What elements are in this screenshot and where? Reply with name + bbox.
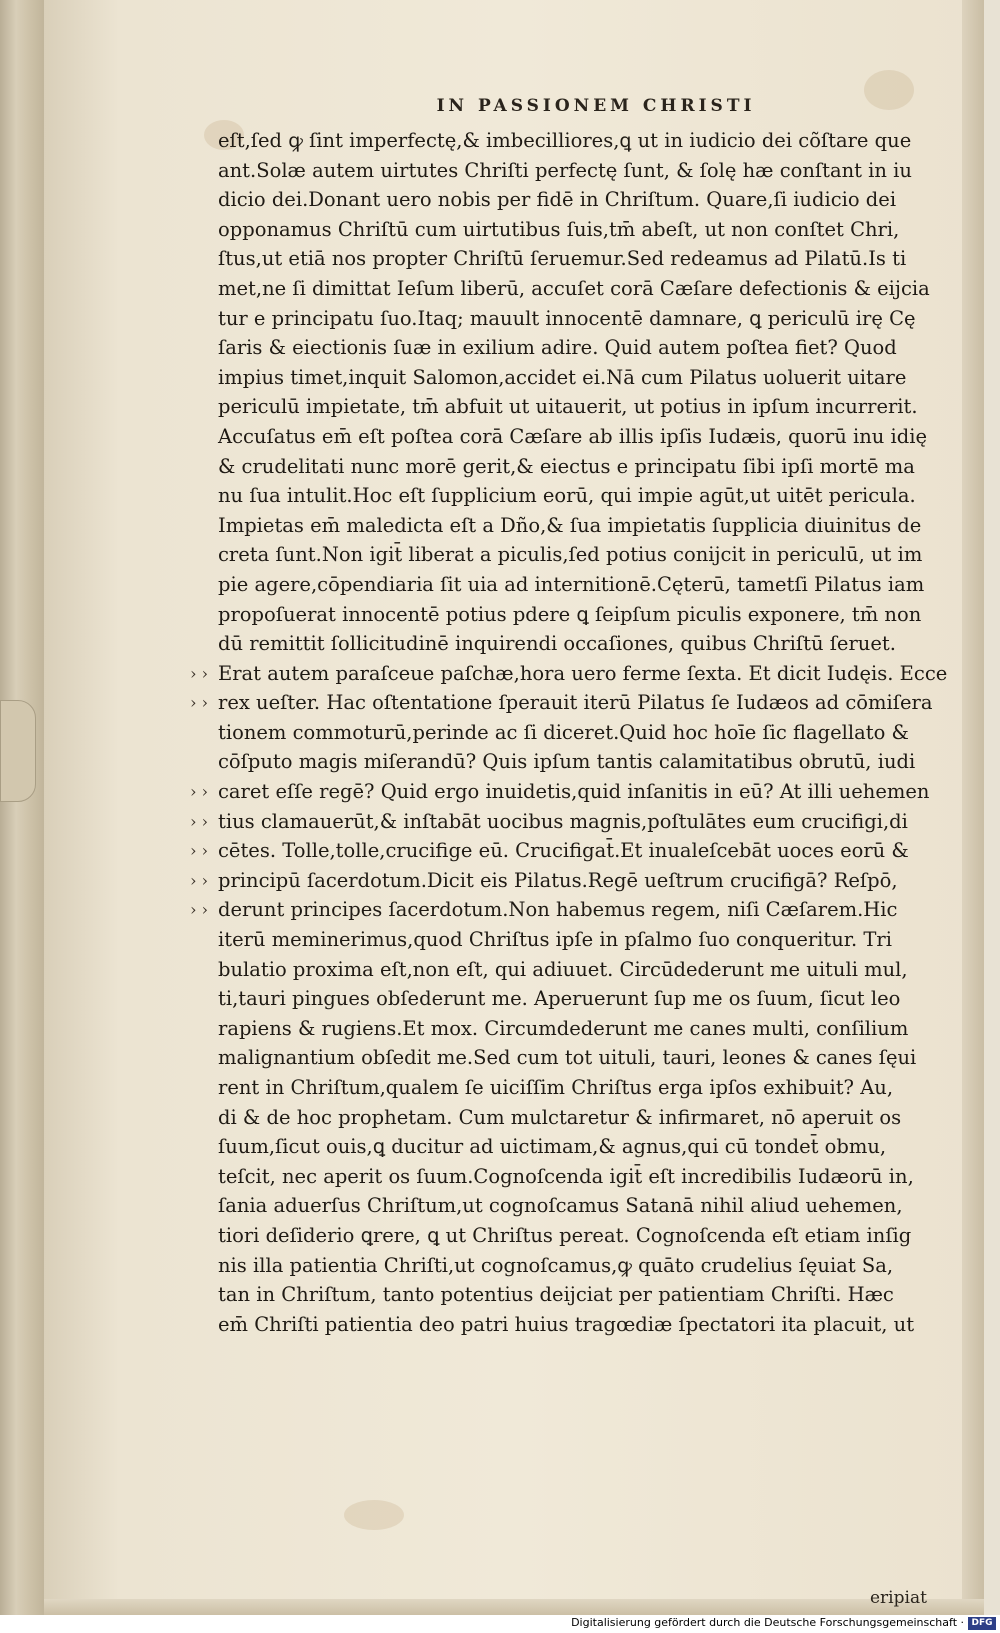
text-line [218, 1073, 934, 1103]
foxing-spot [344, 1500, 404, 1530]
line-text: malignantium obſedit me.Sed cum tot uituli, tauri, leones & canes ſęui [218, 1046, 917, 1070]
line-text: cētes. Tolle,tolle,crucifige eū. Crucifigat̄.Et inualeſcebāt uoces eorū & [218, 839, 909, 863]
text-line [218, 185, 934, 215]
line-text: em̄ Chriſti patientia deo patri huius tragœdiæ ſpectatori ita placuit, ut [218, 1312, 915, 1336]
text-line [218, 955, 934, 985]
text-line [218, 1221, 934, 1251]
line-text: teſcit, nec aperit os ſuum.Cognoſcenda igit̄ eſt incredibilis Iudæorū in, [218, 1164, 914, 1188]
line-text: tur e principatu ſuo.Itaq; mauult innocentē damnare, ꝗ periculū irę Cę [218, 306, 916, 330]
dfg-logo-icon: DFG [968, 1617, 996, 1630]
line-text: & crudelitati nunc morē gerit,& eiectus e principatu ſibi ipſi mortē ma [218, 454, 915, 478]
text-line [218, 570, 934, 600]
page-edge-right [962, 0, 984, 1615]
body-text [190, 126, 948, 1339]
text-line [218, 629, 934, 659]
text-line [218, 215, 934, 245]
text-line [218, 422, 934, 452]
text-line [190, 895, 934, 925]
line-text: ſtus,ut etiā nos propter Chriſtū ſeruemur.Sed redeamus ad Pilatū.Is ti [218, 247, 907, 271]
text-line [190, 807, 934, 837]
text-line [218, 481, 934, 511]
line-text: rent in Chriſtum,qualem ſe uiciſſim Chriſtus erga ipſos exhibuit? Au, [218, 1076, 894, 1099]
text-line [218, 244, 934, 274]
text-line [218, 274, 934, 304]
text-line [218, 511, 934, 541]
foxing-spot [864, 70, 914, 110]
running-head: IN PASSIONEM CHRISTI [436, 96, 756, 116]
line-text: tiori deſiderio ꝗrere, ꝗ ut Chriſtus pereat. Cognoſcenda eſt etiam inſig [218, 1223, 912, 1247]
line-text: ti,tauri pingues obſederunt me. Aperuerunt ſup me os ſuum, ſicut leo [218, 987, 901, 1011]
page-edge-bottom [44, 1599, 984, 1615]
text-line [218, 156, 934, 186]
line-text: ſuum,ſicut ouis,ꝗ ducitur ad uictimam,& agnus,qui cū tondet̄ obmu, [218, 1135, 887, 1159]
line-text: Erat autem paraſceue paſchæ,hora uero ferme ſexta. Et dicit Iudęis. Ecce [218, 661, 948, 685]
line-text: creta ſunt.Non igit̄ liberat a piculis,ſed potius conijcit in periculū, ut im [218, 543, 923, 567]
text-line [190, 688, 934, 718]
line-text: nis illa patientia Chriſti,ut cognoſcamus,ꝙ quāto crudelius ſęuiat Sa, [218, 1253, 894, 1277]
quotation-marker: › › [190, 811, 208, 831]
line-text: opponamus Chriſtū cum uirtutibus ſuis,tm̄ abeſt, ut non conſtet Chri, [218, 217, 900, 241]
text-line [218, 1043, 934, 1073]
line-text: tan in Chriſtum, tanto potentius deijciat per patientiam Chriſti. Hæc [218, 1283, 894, 1307]
line-text: iterū meminerimus,quod Chriſtus ipſe in pſalmo ſuo conqueritur. Tri [218, 928, 892, 952]
line-text: dicio dei.Donant uero nobis per fidē in Chriſtum. Quare,ſi iudicio dei [218, 188, 897, 212]
text-line [218, 333, 934, 363]
line-text: periculū impietate, tm̄ abfuit ut uitauerit, ut potius in ipſum incurrerit. [218, 395, 918, 419]
quotation-marker: › › [190, 782, 208, 802]
line-text: ſaris & eiectionis ſuæ in exilium adire. Quid autem poſtea fiet? Quod [218, 336, 897, 360]
line-text: eſt,ſed ꝙ ſint imperfectę,& imbecilliores,ꝗ ut in iudicio dei cõſtare que [218, 129, 912, 152]
text-line [218, 540, 934, 570]
quotation-marker: › › [190, 663, 208, 683]
text-line [218, 1132, 934, 1162]
text-line [190, 836, 934, 866]
line-text: cōſputo magis miſerandū? Quis ipſum tantis calamitatibus obrutū, iudi [218, 750, 916, 774]
quotation-marker: › › [190, 693, 208, 713]
quotation-marker: › › [190, 900, 208, 920]
text-line [218, 747, 934, 777]
line-text: ant.Solæ autem uirtutes Chriſti perfectę ſunt, & ſolę hæ conſtant in iu [218, 158, 912, 182]
clasp-tab [0, 700, 36, 802]
text-line [218, 600, 934, 630]
text-line [218, 452, 934, 482]
line-text: propoſuerat innocentē potius pdere ꝗ ſeipſum piculis exponere, tm̄ non [218, 602, 922, 626]
line-text: impius timet,inquit Salomon,accidet ei.Nā cum Pilatus uoluerit uitare [218, 365, 907, 389]
line-text: bulatio proxima eſt,non eſt, qui adiuuet. Circūdederunt me uituli mul, [218, 957, 908, 981]
text-line [190, 777, 934, 807]
text-line [218, 1280, 934, 1310]
book-spine-edge [0, 0, 46, 1615]
text-line [218, 1251, 934, 1281]
line-text: principū ſacerdotum.Dicit eis Pilatus.Regē ueſtrum crucifigā? Reſpō, [218, 868, 898, 892]
line-text: tius clamauerūt,& inſtabāt uocibus magnis,poſtulātes eum crucifigi,di [218, 809, 908, 833]
text-line [190, 659, 948, 689]
quotation-marker: › › [190, 841, 208, 861]
catchword: eripiat [870, 1588, 927, 1608]
line-text: caret eſſe regē? Quid ergo inuidetis,quid inſanitis in eū? At illi uehemen [218, 780, 930, 804]
text-line [218, 304, 934, 334]
line-text: derunt principes ſacerdotum.Non habemus regem, niſi Cæſarem.Hic [218, 898, 898, 922]
line-text: di & de hoc prophetam. Cum mulctaretur & infirmaret, nō aperuit os [218, 1105, 902, 1129]
text-line [218, 392, 934, 422]
text-line [218, 126, 934, 156]
text-line [218, 925, 934, 955]
line-text: Accuſatus em̄ eſt poſtea corā Cæſare ab illis ipſis Iudæis, quorū inu idię [218, 424, 928, 448]
text-line [218, 718, 934, 748]
text-line [218, 1103, 934, 1133]
line-text: nu ſua intulit.Hoc eſt ſupplicium eorū, qui impie agūt,ut uitēt pericula. [218, 484, 916, 508]
funding-notice: Digitalisierung gefördert durch die Deutsche Forschungsgemeinschaft · [571, 1616, 964, 1629]
text-line [218, 363, 934, 393]
line-text: met,ne ſi dimittat Ieſum liberū, accuſet corā Cæſare defectionis & eijcia [218, 276, 930, 300]
quotation-marker: › › [190, 870, 208, 890]
text-line [218, 1014, 934, 1044]
line-text: rapiens & rugiens.Et mox. Circumdederunt me canes multi, conſilium [218, 1016, 909, 1040]
line-text: pie agere,cōpendiaria ſit uia ad internitionē.Cęterū, tametſi Pilatus iam [218, 572, 925, 596]
text-line [218, 1162, 934, 1192]
line-text: tionem commoturū,perinde ac ſi diceret.Quid hoc hoīe ſic flagellato & [218, 720, 909, 744]
text-line [218, 1191, 934, 1221]
text-line [218, 1310, 934, 1340]
line-text: Impietas em̄ maledicta eſt a Dño,& ſua impietatis ſupplicia diuinitus de [218, 513, 922, 537]
line-text: rex ueſter. Hac oſtentatione ſperauit iterū Pilatus ſe Iudæos ad cōmiſera [218, 691, 933, 715]
line-text: ſania aduerſus Chriſtum,ut cognoſcamus Satanā nihil aliud uehemen, [218, 1194, 903, 1218]
line-text: dū remittit ſollicitudinē inquirendi occaſiones, quibus Chriſtū ſeruet. [218, 632, 896, 656]
footer-bar [0, 1615, 1000, 1633]
text-line [218, 984, 934, 1014]
text-line [190, 866, 934, 896]
